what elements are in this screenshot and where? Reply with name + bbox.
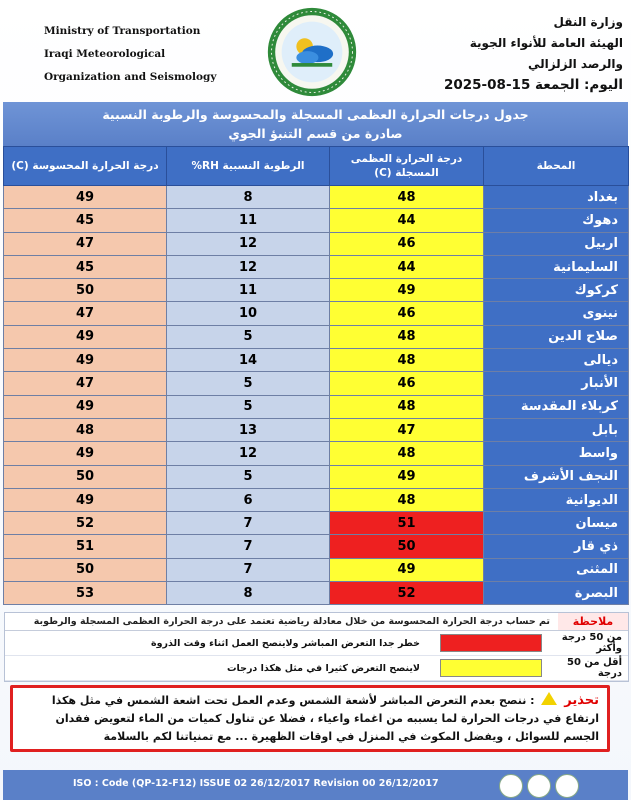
table-row: [4, 488, 629, 511]
table-row: [4, 209, 629, 232]
header-station: المحطة: [484, 147, 629, 186]
humidity-cell: 11: [167, 279, 330, 302]
header-en-line-1: Ministry of Transportation: [44, 25, 201, 37]
feels-temp-cell: 45: [4, 209, 167, 232]
humidity-cell: 11: [167, 209, 330, 232]
footer-logo-icon: [555, 774, 579, 798]
station-name-cell: اربيل: [484, 232, 629, 255]
humidity-cell: 14: [167, 349, 330, 372]
max-temp-cell: 49: [330, 465, 484, 488]
max-temp-cell: 48: [330, 488, 484, 511]
station-name-cell: كربلاء المقدسة: [484, 395, 629, 418]
feels-temp-cell: 49: [4, 349, 167, 372]
humidity-cell: 8: [167, 582, 330, 605]
table-row: [4, 512, 629, 535]
max-temp-cell: 50: [330, 535, 484, 558]
legend-swatch-yellow: [440, 659, 542, 677]
footer-iso-text: ISO : Code (QP-12-F12) ISSUE 02 26/12/2017 Revision 00 26/12/2017: [73, 778, 439, 789]
legend-row-hot: [5, 631, 628, 656]
table-row: [4, 349, 629, 372]
table-row: [4, 418, 629, 441]
max-temp-cell: 47: [330, 418, 484, 441]
warning-text: : ننصح بعدم التعرض المباشر لأشعة الشمس وعدم العمل تحت اشعة الشمس في مثل هكذا ارتفاع في درجات الحرارة لما يسببه من اغماء واعياء ، فضلا عن تناول كميات من الماء لتعويض فقدان الجسم للسوائل ، ويفضل المكوث في المنزل في اوقات الظهيرة ... مع تمنياتنا لكم بالسلامة: [51, 694, 599, 743]
feels-temp-cell: 50: [4, 465, 167, 488]
header-en-line-2: Iraqi Meteorological: [44, 48, 166, 60]
max-temp-cell: 49: [330, 279, 484, 302]
station-name-cell: الأنبار: [484, 372, 629, 395]
humidity-cell: 7: [167, 535, 330, 558]
feels-temp-cell: 50: [4, 558, 167, 581]
feels-temp-cell: 48: [4, 418, 167, 441]
header-feels-temp: درجة الحرارة المحسوسة (C): [4, 147, 167, 186]
station-name-cell: صلاح الدين: [484, 325, 629, 348]
table-header-row: [4, 147, 629, 186]
station-name-cell: بغداد: [484, 186, 629, 209]
feels-temp-cell: 49: [4, 488, 167, 511]
humidity-cell: 12: [167, 255, 330, 278]
max-temp-cell: 48: [330, 442, 484, 465]
table-row: [4, 582, 629, 605]
humidity-cell: 12: [167, 442, 330, 465]
notes-section: [4, 612, 629, 682]
max-temp-cell: 48: [330, 325, 484, 348]
feels-temp-cell: 49: [4, 442, 167, 465]
legend-range: من 50 درجة وأكثر: [561, 632, 622, 654]
max-temp-cell: 48: [330, 395, 484, 418]
max-temp-cell: 49: [330, 558, 484, 581]
max-temp-cell: 52: [330, 582, 484, 605]
header-ar-line-1: وزارة النقل: [553, 15, 623, 29]
note-label: ملاحظة: [558, 613, 628, 630]
table-row: [4, 372, 629, 395]
humidity-cell: 7: [167, 558, 330, 581]
header-ar-line-3: والرصد الزلزالي: [527, 57, 623, 71]
feels-temp-cell: 49: [4, 325, 167, 348]
feels-temp-cell: 47: [4, 232, 167, 255]
header-humidity: الرطوبة النسبية RH%: [167, 147, 330, 186]
station-name-cell: الديوانية: [484, 488, 629, 511]
header-english: [44, 20, 234, 89]
station-name-cell: كركوك: [484, 279, 629, 302]
max-temp-cell: 48: [330, 349, 484, 372]
max-temp-cell: 46: [330, 232, 484, 255]
legend-description: خطر جدا التعرض المباشر ولاينصح العمل اثناء وقت الذروة: [151, 637, 420, 649]
humidity-cell: 5: [167, 395, 330, 418]
humidity-cell: 5: [167, 325, 330, 348]
station-name-cell: ميسان: [484, 512, 629, 535]
humidity-cell: 13: [167, 418, 330, 441]
footer-logo-icon: [527, 774, 551, 798]
header-ar-line-2: الهيئة العامة للأنواء الجوية: [469, 36, 623, 50]
warning-triangle-icon: [541, 692, 557, 705]
table-row: [4, 325, 629, 348]
table-row: [4, 535, 629, 558]
max-temp-cell: 44: [330, 209, 484, 232]
note-header: [5, 613, 628, 631]
report-date: اليوم: الجمعة 15-08-2025: [443, 77, 623, 93]
table-row: [4, 558, 629, 581]
title-line-2: صادرة من قسم التنبؤ الجوي: [228, 126, 403, 141]
feels-temp-cell: 49: [4, 186, 167, 209]
max-temp-cell: 48: [330, 186, 484, 209]
table-row: [4, 395, 629, 418]
warning-box: [10, 685, 610, 752]
table-row: [4, 465, 629, 488]
footer: [3, 770, 628, 800]
feels-temp-cell: 50: [4, 279, 167, 302]
station-name-cell: ديالى: [484, 349, 629, 372]
legend-row-warm: [5, 656, 628, 681]
legend-swatch-red: [440, 634, 542, 652]
station-name-cell: السليمانية: [484, 255, 629, 278]
header-max-temp: درجة الحرارة العظمى المسجلة (C): [330, 147, 484, 186]
station-name-cell: البصرة: [484, 582, 629, 605]
feels-temp-cell: 47: [4, 302, 167, 325]
footer-logo-icon: [499, 774, 523, 798]
humidity-cell: 12: [167, 232, 330, 255]
table-row: [4, 255, 629, 278]
warning-label: تحذير: [564, 693, 599, 708]
feels-temp-cell: 47: [4, 372, 167, 395]
humidity-cell: 5: [167, 372, 330, 395]
humidity-cell: 5: [167, 465, 330, 488]
header-arabic: [423, 12, 623, 96]
feels-temp-cell: 51: [4, 535, 167, 558]
station-name-cell: ذي قار: [484, 535, 629, 558]
table-row: [4, 442, 629, 465]
title-line-1: جدول درجات الحرارة العظمى المسجلة والمحسوسة والرطوبة النسبية: [102, 107, 529, 122]
station-name-cell: النجف الأشرف: [484, 465, 629, 488]
max-temp-cell: 46: [330, 302, 484, 325]
table-row: [4, 232, 629, 255]
temperature-table: [3, 146, 629, 605]
humidity-cell: 7: [167, 512, 330, 535]
feels-temp-cell: 49: [4, 395, 167, 418]
max-temp-cell: 46: [330, 372, 484, 395]
humidity-cell: 10: [167, 302, 330, 325]
station-name-cell: واسط: [484, 442, 629, 465]
station-name-cell: بابل: [484, 418, 629, 441]
legend-description: لاينصح التعرض كثيرا في مثل هكذا درجات: [226, 662, 420, 674]
feels-temp-cell: 45: [4, 255, 167, 278]
feels-temp-cell: 52: [4, 512, 167, 535]
max-temp-cell: 44: [330, 255, 484, 278]
table-row: [4, 279, 629, 302]
table-title: [3, 102, 628, 146]
header-en-line-3: Organization and Seismology: [44, 71, 217, 83]
legend-range: أقل من 50 درجة: [567, 657, 622, 679]
table-row: [4, 302, 629, 325]
organization-logo: [266, 6, 358, 98]
humidity-cell: 8: [167, 186, 330, 209]
note-text: تم حساب درجة الحرارة المحسوسة من خلال معادلة رياضية تعتمد على درجة الحرارة العظمى المسجلة والرطوبة: [33, 616, 550, 627]
humidity-cell: 6: [167, 488, 330, 511]
table-row: [4, 186, 629, 209]
station-name-cell: المثنى: [484, 558, 629, 581]
station-name-cell: نينوى: [484, 302, 629, 325]
feels-temp-cell: 53: [4, 582, 167, 605]
station-name-cell: دهوك: [484, 209, 629, 232]
max-temp-cell: 51: [330, 512, 484, 535]
